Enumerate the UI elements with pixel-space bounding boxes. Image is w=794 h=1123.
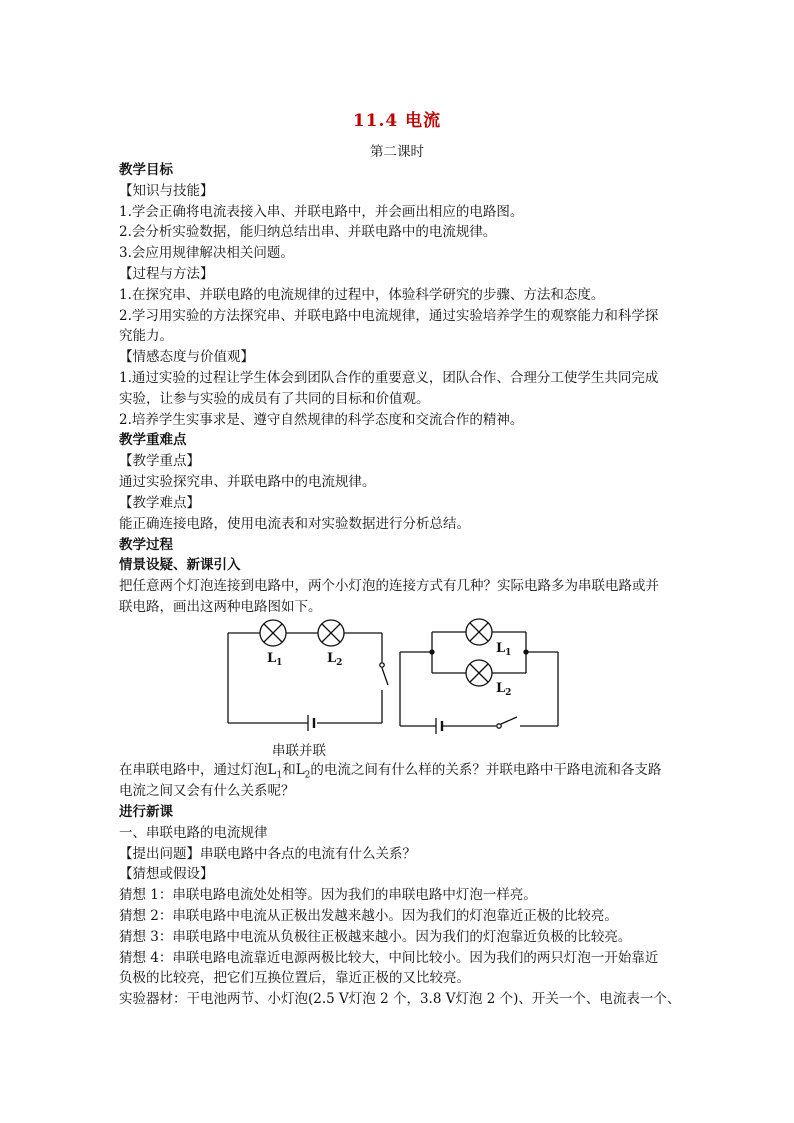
- diagram-caption: 串联并联: [272, 743, 326, 759]
- heading-intro: 情景设疑、新课引入: [119, 557, 241, 573]
- section-label: 【猜想或假设】: [119, 866, 214, 882]
- parallel-circuit: [400, 619, 558, 734]
- parallel-lamp-2-label: $L_2$: [496, 681, 512, 698]
- text-line: 电流之间又会有什么关系呢？: [119, 783, 295, 799]
- text-line: 究能力。: [119, 328, 173, 344]
- text-line: 一、串联电路的电流规律: [119, 825, 268, 841]
- text-line: 2.学习用实验的方法探究串、并联电路中电流规律，通过实验培养学生的观察能力和科学探: [119, 308, 659, 324]
- text-line: 猜想 1：串联电路电流处处相等。因为我们的串联电路中灯泡一样亮。: [119, 887, 537, 903]
- series-lamp-2-label: $L_2$: [327, 651, 343, 668]
- text-line: 联电路，画出这两种电路图如下。: [119, 599, 322, 615]
- text-line: 猜想 2：串联电路中电流从正极出发越来越小。因为我们的灯泡靠近正极的比较亮。: [119, 908, 618, 924]
- section-label: 【教学难点】: [119, 495, 200, 511]
- text-line: 2.会分析实验数据，能归纳总结出串、并联电路中的电流规律。: [119, 224, 497, 240]
- question-line: 在串联电路中，通过灯泡$L_1$和$L_2$的电流之间有什么样的关系？并联电路中干路电流和各支路: [119, 762, 662, 781]
- text-line: 猜想 4：串联电路电流靠近电源两极比较大，中间比较小。因为我们的两只灯泡一开始靠近: [119, 950, 659, 966]
- parallel-lamp-1-label: $L_1$: [496, 641, 512, 658]
- heading-new-lesson: 进行新课: [119, 804, 173, 820]
- section-label: 【教学重点】: [119, 453, 200, 469]
- series-circuit: [228, 620, 388, 731]
- text-line: 实验器材：干电池两节、小灯泡(2.5 V灯泡 2 个，3.8 V灯泡 2 个)、开关一个、电流表一个、: [119, 991, 681, 1007]
- text-line: 负极的比较亮，把它们互换位置后，靠近正极的又比较亮。: [119, 970, 470, 986]
- series-lamp-1-label: $L_1$: [267, 651, 283, 668]
- text-line: 3.会应用规律解决相关问题。: [119, 245, 294, 261]
- section-label: 【过程与方法】: [119, 266, 214, 282]
- text-line: 1.学会正确将电流表接入串、并联电路中，并会画出相应的电路图。: [119, 204, 524, 220]
- heading-objectives: 教学目标: [119, 162, 173, 178]
- text-line: 通过实验探究串、并联电路中的电流规律。: [119, 474, 376, 490]
- heading-process: 教学过程: [119, 537, 173, 553]
- text-line: 实验，让参与实验的成员有了共同的目标和价值观。: [119, 391, 430, 407]
- document-subtitle: 第二课时: [370, 144, 424, 160]
- document-title: 11.4 电流: [352, 111, 442, 131]
- section-label: 【知识与技能】: [119, 183, 214, 199]
- section-label: 【情感态度与价值观】: [119, 349, 254, 365]
- text-line: 猜想 3：串联电路中电流从负极往正极越来越小。因为我们的灯泡靠近负极的比较亮。: [119, 929, 632, 945]
- text-line: 1.通过实验的过程让学生体会到团队合作的重要意义，团队合作、合理分工使学生共同完成: [119, 370, 659, 386]
- circuit-diagrams: [220, 612, 565, 737]
- heading-key-points: 教学重难点: [119, 432, 187, 448]
- text-line: 【提出问题】串联电路中各点的电流有什么关系？: [119, 846, 416, 862]
- text-line: 能正确连接电路，使用电流表和对实验数据进行分析总结。: [119, 516, 470, 532]
- text-line: 2.培养学生实事求是、遵守自然规律的科学态度和交流合作的精神。: [119, 412, 524, 428]
- text-line: 把任意两个灯泡连接到电路中，两个小灯泡的连接方式有几种？实际电路多为串联电路或并: [119, 578, 659, 594]
- text-line: 1.在探究串、并联电路的电流规律的过程中，体验科学研究的步骤、方法和态度。: [119, 287, 605, 303]
